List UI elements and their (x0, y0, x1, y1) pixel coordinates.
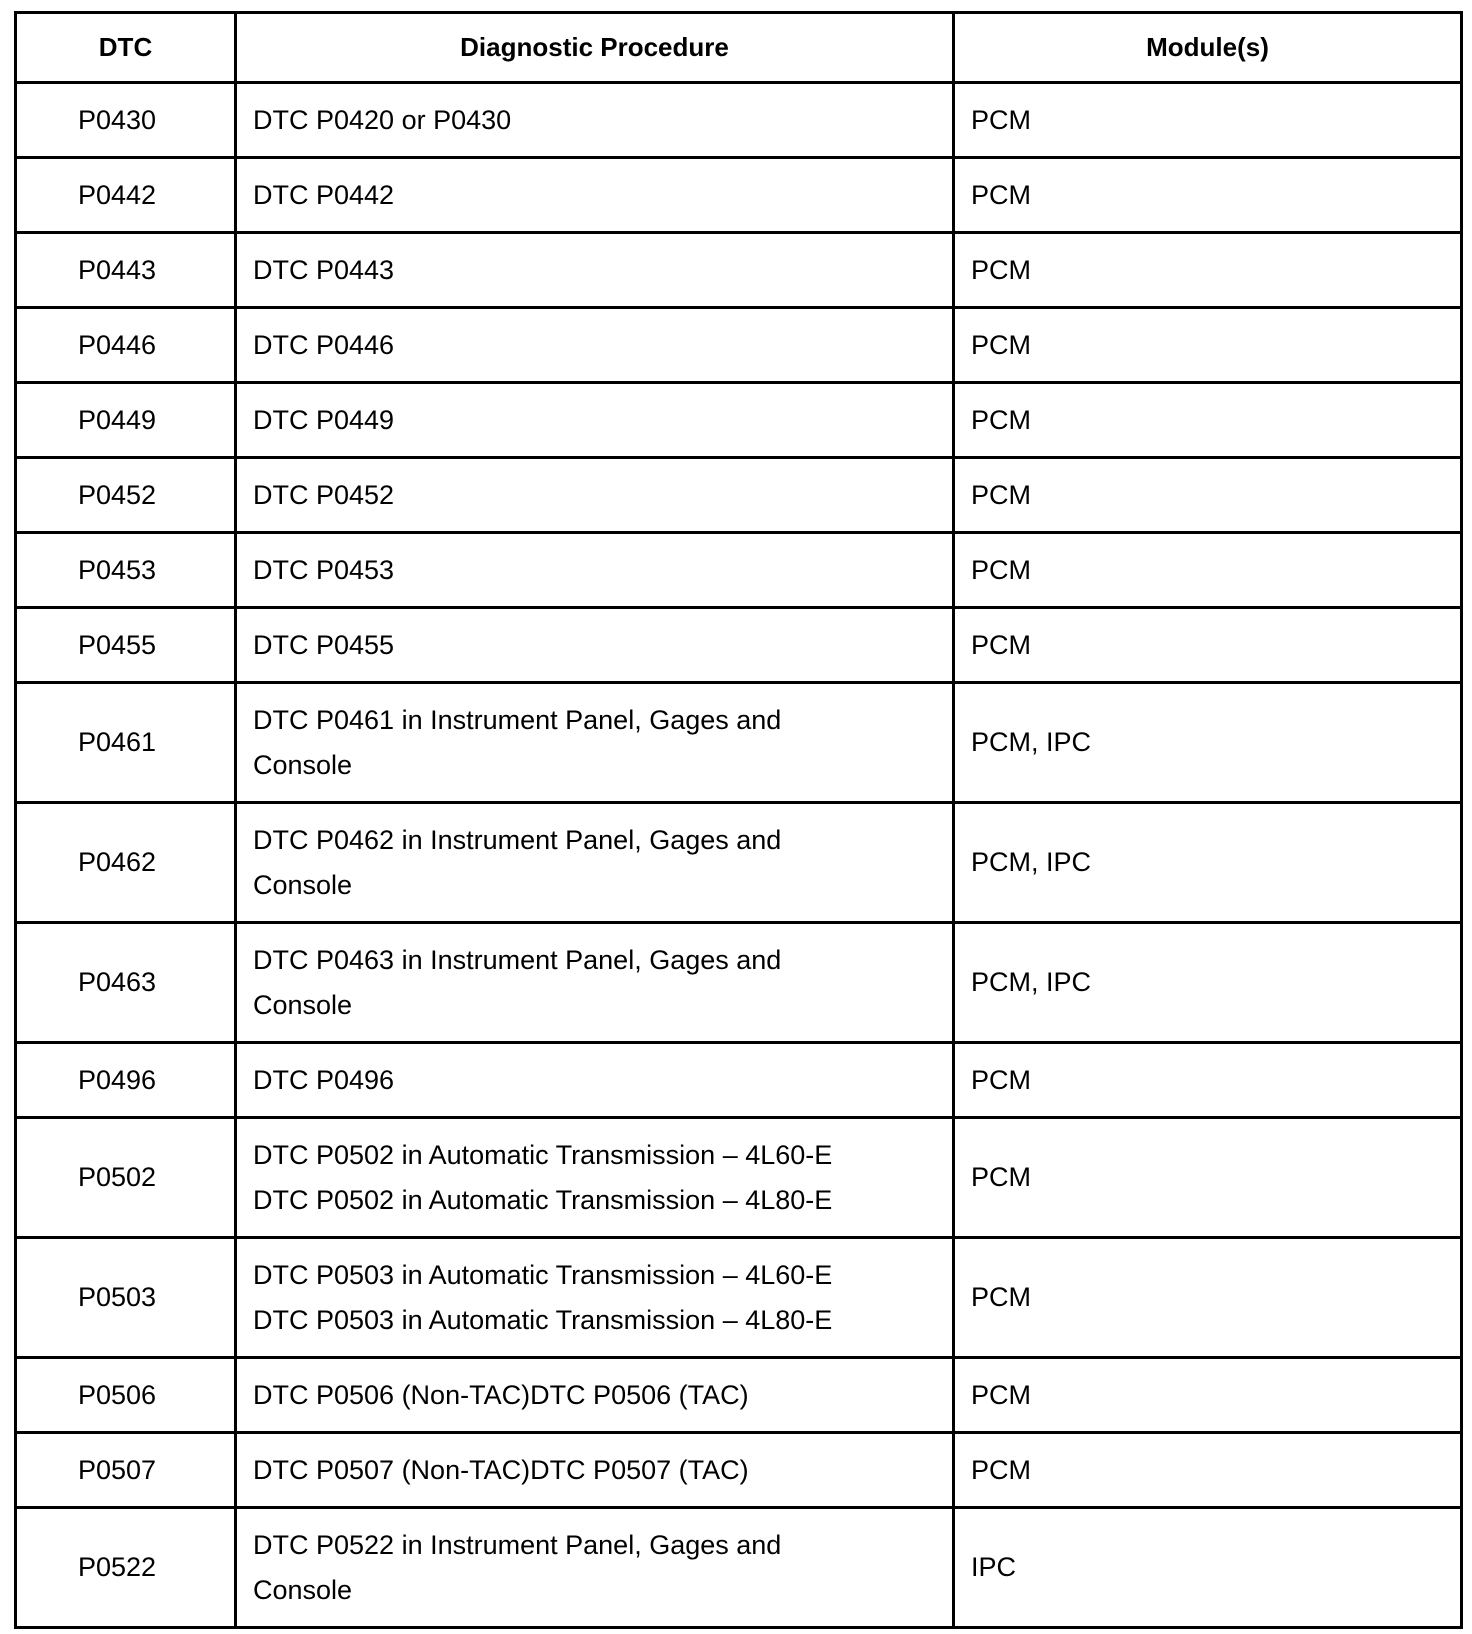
modules-cell: PCM (954, 1043, 1462, 1118)
table-row (16, 308, 1462, 383)
dtc-code-cell: P0502 (16, 1118, 236, 1238)
diagnostic-procedure-cell (236, 83, 954, 158)
table-row (16, 1043, 1462, 1118)
procedure-line: DTC P0461 in Instrument Panel, Gages and (253, 704, 782, 735)
table-row (16, 383, 1462, 458)
procedure-line: DTC P0443 (253, 254, 395, 285)
diagnostic-procedure-cell (236, 1358, 954, 1433)
modules-cell: PCM (954, 83, 1462, 158)
table-row (16, 608, 1462, 683)
header-diagnostic-procedure: Diagnostic Procedure (236, 13, 954, 83)
diagnostic-procedure-cell (236, 1043, 954, 1118)
procedure-line: Console (253, 1574, 353, 1605)
table-body (16, 83, 1462, 1628)
diagnostic-procedure-cell (236, 1118, 954, 1238)
procedure-line: DTC P0502 in Automatic Transmission – 4L80-E (253, 1184, 833, 1215)
dtc-code-cell: P0442 (16, 158, 236, 233)
procedure-line: DTC P0446 (253, 329, 395, 360)
modules-cell: PCM (954, 383, 1462, 458)
modules-cell: PCM (954, 1118, 1462, 1238)
dtc-code-cell: P0443 (16, 233, 236, 308)
header-dtc: DTC (16, 13, 236, 83)
modules-cell: PCM (954, 608, 1462, 683)
dtc-code-cell: P0462 (16, 803, 236, 923)
dtc-code-cell: P0430 (16, 83, 236, 158)
procedure-line: Console (253, 749, 353, 780)
diagnostic-procedure-cell (236, 1238, 954, 1358)
table-row (16, 83, 1462, 158)
diagnostic-procedure-cell (236, 1433, 954, 1508)
procedure-line: DTC P0522 in Instrument Panel, Gages and (253, 1529, 782, 1560)
table-row (16, 233, 1462, 308)
diagnostic-procedure-cell (236, 1508, 954, 1628)
dtc-code-cell: P0446 (16, 308, 236, 383)
procedure-line: DTC P0462 in Instrument Panel, Gages and (253, 824, 782, 855)
dtc-code-cell: P0507 (16, 1433, 236, 1508)
procedure-line: DTC P0506 (Non-TAC)DTC P0506 (TAC) (253, 1379, 749, 1410)
dtc-code-cell: P0461 (16, 683, 236, 803)
diagnostic-procedure-cell (236, 923, 954, 1043)
table-row (16, 1508, 1462, 1628)
table-row (16, 1238, 1462, 1358)
dtc-code-cell: P0463 (16, 923, 236, 1043)
procedure-line: DTC P0496 (253, 1064, 395, 1095)
table-row (16, 1433, 1462, 1508)
table-row (16, 458, 1462, 533)
header-modules: Module(s) (954, 13, 1462, 83)
modules-cell: PCM, IPC (954, 683, 1462, 803)
table-row (16, 803, 1462, 923)
modules-cell: PCM (954, 1358, 1462, 1433)
dtc-code-cell: P0455 (16, 608, 236, 683)
procedure-line: DTC P0452 (253, 479, 395, 510)
modules-cell: PCM (954, 458, 1462, 533)
procedure-line: DTC P0463 in Instrument Panel, Gages and (253, 944, 782, 975)
modules-cell: PCM (954, 533, 1462, 608)
dtc-code-cell: P0496 (16, 1043, 236, 1118)
table-row (16, 1118, 1462, 1238)
procedure-line: DTC P0453 (253, 554, 395, 585)
table-row (16, 1358, 1462, 1433)
procedure-line: DTC P0420 or P0430 (253, 104, 512, 135)
diagnostic-procedure-cell (236, 683, 954, 803)
modules-cell: PCM (954, 158, 1462, 233)
procedure-line: DTC P0502 in Automatic Transmission – 4L60-E (253, 1139, 833, 1170)
modules-cell: PCM (954, 1433, 1462, 1508)
table-row (16, 923, 1462, 1043)
procedure-line: Console (253, 869, 353, 900)
diagnostic-procedure-cell (236, 383, 954, 458)
procedure-line: Console (253, 989, 353, 1020)
dtc-code-cell: P0452 (16, 458, 236, 533)
dtc-code-cell: P0522 (16, 1508, 236, 1628)
modules-cell: IPC (954, 1508, 1462, 1628)
diagnostic-procedure-cell (236, 158, 954, 233)
modules-cell: PCM, IPC (954, 923, 1462, 1043)
modules-cell: PCM (954, 233, 1462, 308)
modules-cell: PCM (954, 308, 1462, 383)
diagnostic-procedure-cell (236, 533, 954, 608)
modules-cell: PCM, IPC (954, 803, 1462, 923)
procedure-line: DTC P0455 (253, 629, 395, 660)
procedure-line: DTC P0442 (253, 179, 395, 210)
diagnostic-procedure-cell (236, 608, 954, 683)
header-row (16, 13, 1462, 83)
diagnostic-procedure-cell (236, 458, 954, 533)
table-row (16, 158, 1462, 233)
procedure-line: DTC P0503 in Automatic Transmission – 4L80-E (253, 1304, 833, 1335)
procedure-line: DTC P0503 in Automatic Transmission – 4L60-E (253, 1259, 833, 1290)
table-row (16, 533, 1462, 608)
dtc-code-cell: P0506 (16, 1358, 236, 1433)
diagnostic-procedure-cell (236, 308, 954, 383)
dtc-code-cell: P0449 (16, 383, 236, 458)
procedure-line: DTC P0507 (Non-TAC)DTC P0507 (TAC) (253, 1454, 749, 1485)
dtc-table (14, 11, 1463, 1629)
diagnostic-procedure-cell (236, 803, 954, 923)
table-row (16, 683, 1462, 803)
dtc-code-cell: P0453 (16, 533, 236, 608)
diagnostic-procedure-cell (236, 233, 954, 308)
procedure-line: DTC P0449 (253, 404, 395, 435)
modules-cell: PCM (954, 1238, 1462, 1358)
dtc-code-cell: P0503 (16, 1238, 236, 1358)
